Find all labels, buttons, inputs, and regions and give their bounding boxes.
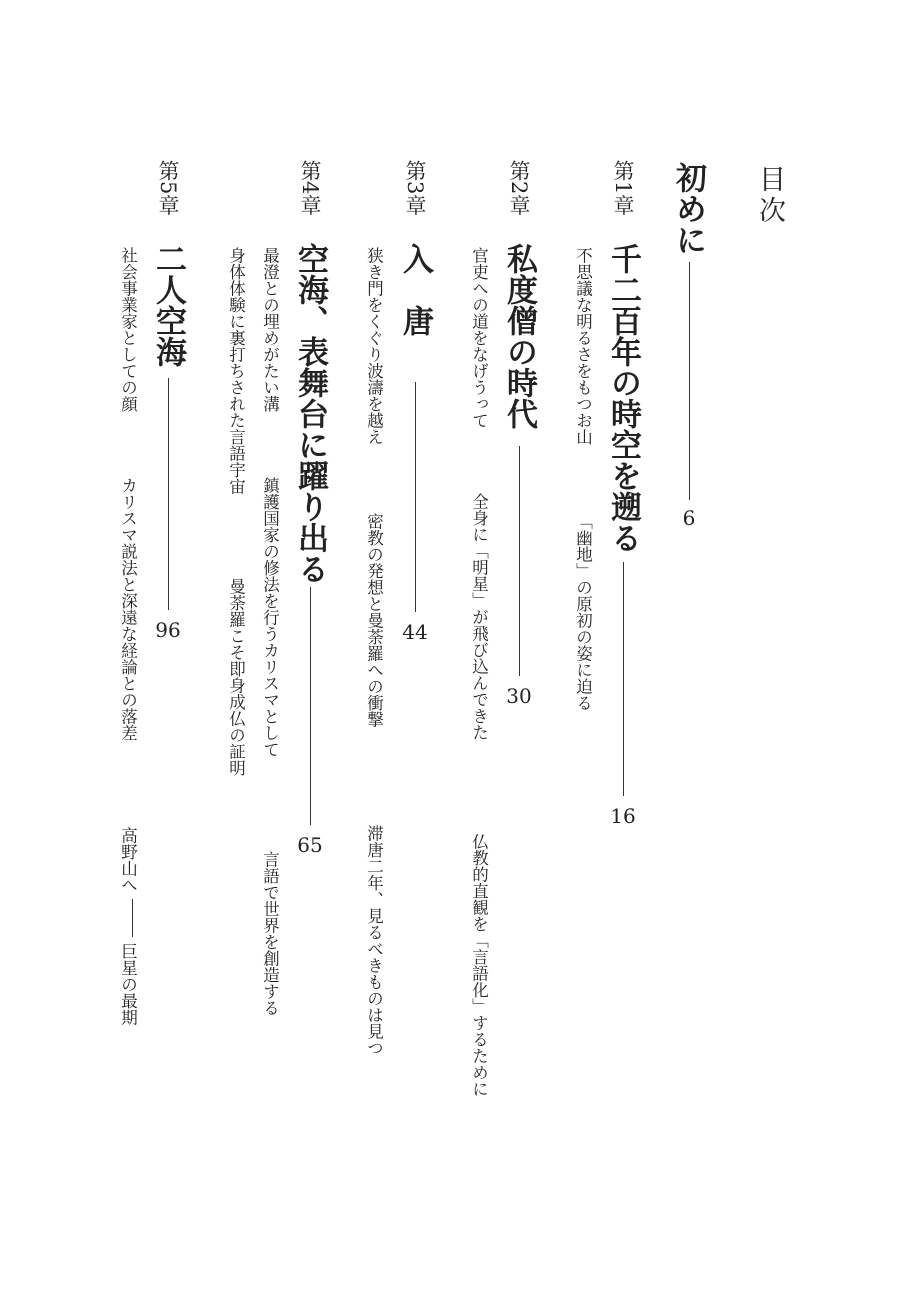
- chapter-4-section: 鎮護国家の修法を行うカリスマとして: [260, 477, 280, 758]
- chapter-1-section: 「幽地」の原初の姿に迫る: [573, 513, 593, 711]
- chapter-2-section: 仏教的直観を「言語化」するために: [469, 833, 489, 1097]
- chapter-3-section: 狭き門をくぐり波濤を越え: [364, 247, 384, 445]
- chapter-3-label: 第3章: [403, 160, 427, 216]
- chapter-4-section: 身体体験に裏打ちされた言語宇宙: [226, 247, 246, 495]
- chapter-5-section: 巨星の最期: [118, 943, 138, 1026]
- intro-title: 初めに: [670, 162, 706, 255]
- chapter-1-leader-line: [623, 562, 624, 796]
- chapter-2-leader-line: [519, 446, 520, 676]
- chapter-3-section: 滞唐二年、見るべきものは見つ: [364, 825, 384, 1056]
- chapter-5-leader-line: [168, 378, 169, 610]
- chapter-4-leader-line: [310, 587, 311, 825]
- chapter-4-section: 曼荼羅こそ即身成仏の証明: [226, 578, 246, 776]
- chapter-4-page-number: 65: [297, 833, 323, 857]
- chapter-2-page-number: 30: [506, 684, 532, 708]
- intro-leader-line: [689, 262, 690, 500]
- chapter-3-section: 密教の発想と曼荼羅への衝撃: [364, 513, 384, 728]
- chapter-1-label: 第1章: [611, 160, 635, 216]
- chapter-1-title: 千二百年の時空を遡る: [605, 243, 641, 553]
- chapter-2-label: 第2章: [507, 160, 531, 216]
- chapter-5-section: 高野山へ: [118, 827, 138, 893]
- chapter-4-label: 第4章: [298, 160, 322, 216]
- chapter-5-section: カリスマ説法と深遠な経論との落差: [118, 477, 138, 741]
- chapter-4-section: 言語で世界を創造する: [260, 851, 280, 1016]
- dash-separator: [132, 899, 133, 937]
- chapter-4-title: 空海、表舞台に躍り出る: [292, 243, 328, 584]
- toc-heading: 目次: [754, 165, 785, 227]
- chapter-3-title: 入 唐: [397, 243, 433, 336]
- chapter-5-page-number: 96: [155, 618, 181, 642]
- chapter-3-page-number: 44: [402, 620, 428, 644]
- chapter-5-section-group: [119, 827, 136, 1026]
- chapter-5-section: 社会事業家としての顔: [118, 247, 138, 412]
- chapter-5-label: 第5章: [156, 160, 180, 216]
- chapter-1-section: 不思議な明るさをもつお山: [573, 247, 593, 445]
- chapter-2-section: 全身に「明星」が飛び込んできた: [469, 493, 489, 741]
- chapter-4-section: 最澄との埋めがたい溝: [260, 247, 280, 412]
- chapter-5-title: 二人空海: [150, 243, 186, 367]
- chapter-2-section: 官吏への道をなげうって: [469, 247, 489, 429]
- intro-page-number: 6: [682, 506, 696, 530]
- chapter-1-page-number: 16: [610, 804, 636, 828]
- chapter-3-leader-line: [415, 382, 416, 612]
- chapter-2-title: 私度僧の時代: [501, 243, 537, 429]
